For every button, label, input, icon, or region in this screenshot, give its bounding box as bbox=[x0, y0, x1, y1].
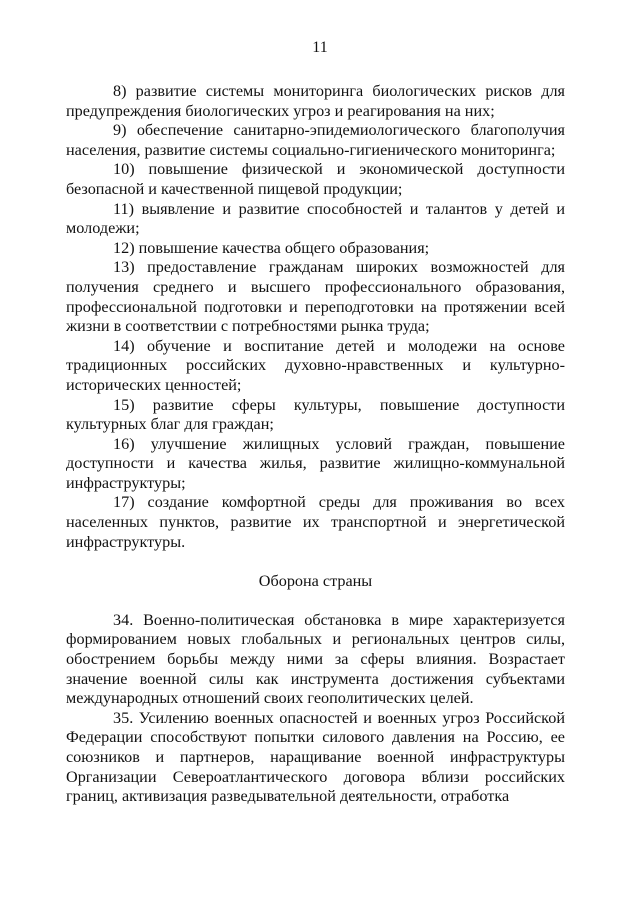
list-item-13: 13) предоставление гражданам широких возможностей для получения среднего и высшего профессионального образования, профессиональной подготовки и переподготовки на протяжении всей жизни в соответствии с потребностями рынка труда; bbox=[66, 258, 565, 336]
list-item-14: 14) обучение и воспитание детей и молодежи на основе традиционных российских духовно-нравственных и культурно-исторических ценностей; bbox=[66, 336, 565, 394]
list-item-17: 17) создание комфортной среды для проживания во всех населенных пунктов, развитие их транспортной и энергетической инфраструктуры. bbox=[66, 493, 565, 551]
list-item-15: 15) развитие сферы культуры, повышение доступности культурных благ для граждан; bbox=[66, 395, 565, 434]
list-item-12: 12) повышение качества общего образования; bbox=[113, 238, 430, 257]
list-item-16: 16) улучшение жилищных условий граждан, повышение доступности и качества жилья, развитие жилищно-коммунальной инфраструктуры; bbox=[66, 434, 565, 492]
document-body bbox=[66, 82, 565, 807]
paragraph-34: 34. Военно-политическая обстановка в мире характеризуется формированием новых глобальных и региональных центров силы, обострением борьбы между ними за сферы влияния. Возрастает значение военной силы как инструмента достижения субъектами международных отношений своих геополитических целей. bbox=[66, 610, 565, 708]
list-item-10: 10) повышение физической и экономической доступности безопасной и качественной пищевой продукции; bbox=[66, 160, 565, 198]
section-heading: Оборона страны bbox=[258, 572, 373, 591]
list-item-11: 11) выявление и развитие способностей и талантов у детей и молодежи; bbox=[66, 199, 565, 238]
paragraph-35: 35. Усилению военных опасностей и военных угроз Российской Федерации способствуют попытки силового давления на Россию, ее союзников и партнеров, наращивание военной инфраструктуры Организации Североатлантического договора вблизи российских границ, активизация разведывательной деятельности, отработка bbox=[66, 708, 565, 806]
list-item-9: 9) обеспечение санитарно-эпидемиологического благополучия населения, развитие системы социально-гигиенического мониторинга; bbox=[66, 121, 565, 159]
page-number: 11 bbox=[312, 39, 328, 56]
list-item-8: 8) развитие системы мониторинга биологических рисков для предупреждения биологических угроз и реагирования на них; bbox=[66, 82, 565, 120]
